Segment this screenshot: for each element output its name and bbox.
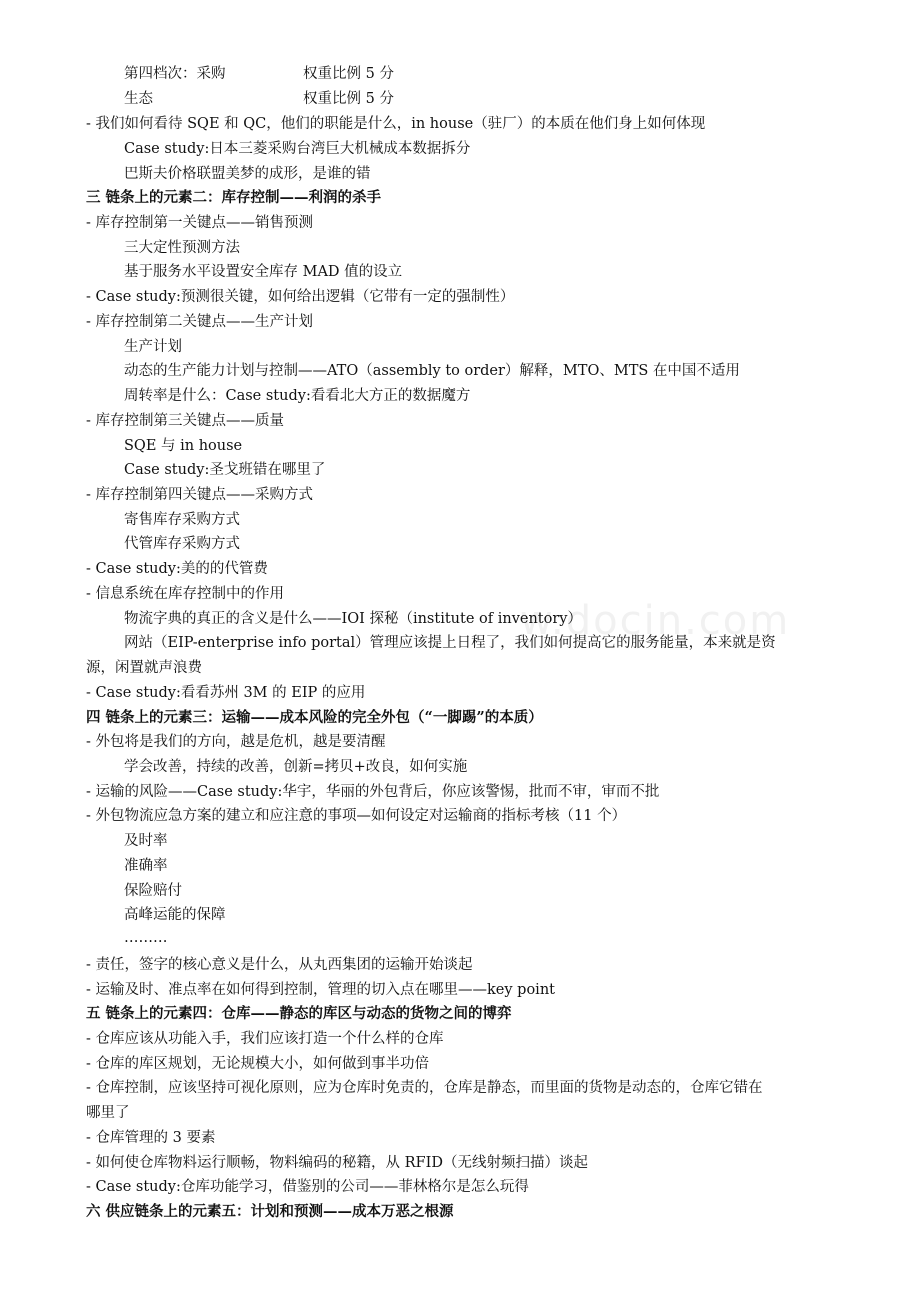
text-line: 动态的生产能力计划与控制——ATO（assembly to order）解释，MTO、MTS 在中国不适用 xyxy=(124,363,740,379)
list-item: - 运输的风险——Case study:华宇，华丽的外包背后，你应该警惕，批而不审，审而不批 xyxy=(86,784,660,800)
text-line: Case study:圣戈班错在哪里了 xyxy=(124,462,326,478)
text-line: SQE 与 in house xyxy=(124,438,243,454)
text-line: ……… xyxy=(124,930,168,946)
text-line: 哪里了 xyxy=(86,1105,130,1121)
text-line: 准确率 xyxy=(124,858,168,874)
text-line: 周转率是什么：Case study:看看北大方正的数据魔方 xyxy=(124,388,471,404)
text-line: 第四档次：采购 xyxy=(124,66,226,82)
list-item: - 仓库的库区规划，无论规模大小，如何做到事半功倍 xyxy=(86,1056,430,1072)
section-heading: 三 链条上的元素二：库存控制——利润的杀手 xyxy=(86,189,382,206)
text-line: 高峰运能的保障 xyxy=(124,907,226,923)
text-line: 保险赔付 xyxy=(124,883,182,899)
list-item: - Case study:仓库功能学习，借鉴别的公司——菲林格尔是怎么玩得 xyxy=(86,1179,529,1195)
list-item: - 仓库应该从功能入手，我们应该打造一个什么样的仓库 xyxy=(86,1031,444,1047)
text-line: Case study:日本三菱采购台湾巨大机械成本数据拆分 xyxy=(124,141,471,157)
text-line: 权重比例 5 分 xyxy=(303,66,394,82)
section-heading: 四 链条上的元素三：运输——成本风险的完全外包（“一脚踢”的本质） xyxy=(86,709,543,726)
text-line: 基于服务水平设置安全库存 MAD 值的设立 xyxy=(124,264,403,280)
list-item: - 仓库控制，应该坚持可视化原则，应为仓库时免责的，仓库是静态，而里面的货物是动态的，仓库它错在 xyxy=(86,1080,763,1096)
text-line: 代管库存采购方式 xyxy=(124,536,240,552)
text-line: 学会改善，持续的改善，创新=拷贝+改良，如何实施 xyxy=(124,759,468,775)
text-line: 网站（EIP-enterprise info portal）管理应该提上日程了，我们如何提高它的服务能量，本来就是资 xyxy=(124,635,776,651)
list-item: - 我们如何看待 SQE 和 QC，他们的职能是什么，in house（驻厂）的本质在他们身上如何体现 xyxy=(86,116,706,132)
list-item: - 如何使仓库物料运行顺畅，物料编码的秘籍，从 RFID（无线射频扫描）谈起 xyxy=(86,1155,588,1171)
text-line: 寄售库存采购方式 xyxy=(124,512,240,528)
list-item: - Case study:看看苏州 3M 的 EIP 的应用 xyxy=(86,685,366,701)
section-heading: 五 链条上的元素四：仓库——静态的库区与动态的货物之间的博弈 xyxy=(86,1005,512,1022)
list-item: - 责任，签字的核心意义是什么，从丸西集团的运输开始谈起 xyxy=(86,957,473,973)
list-item: - 库存控制第一关键点——销售预测 xyxy=(86,215,314,231)
watermark: w.docin.com xyxy=(520,598,791,644)
list-item: - 运输及时、准点率在如何得到控制，管理的切入点在哪里——key point xyxy=(86,982,555,998)
text-line: 源，闲置就声浪费 xyxy=(86,660,202,676)
list-item: - 外包物流应急方案的建立和应注意的事项—如何设定对运输商的指标考核（11 个） xyxy=(86,808,627,824)
text-line: 权重比例 5 分 xyxy=(303,91,394,107)
text-line: 生产计划 xyxy=(124,339,182,355)
list-item: - 外包将是我们的方向，越是危机，越是要清醒 xyxy=(86,734,386,750)
text-line: 物流字典的真正的含义是什么——IOI 探秘（institute of inventory） xyxy=(124,611,582,627)
list-item: - 库存控制第二关键点——生产计划 xyxy=(86,314,314,330)
list-item: - Case study:预测很关键，如何给出逻辑（它带有一定的强制性） xyxy=(86,289,515,305)
list-item: - 仓库管理的 3 要素 xyxy=(86,1130,216,1146)
text-line: 三大定性预测方法 xyxy=(124,240,240,256)
text-line: 巴斯夫价格联盟美梦的成形，是谁的错 xyxy=(124,166,371,182)
section-heading: 六 供应链条上的元素五：计划和预测——成本万恶之根源 xyxy=(86,1203,454,1220)
text-line: 生态 xyxy=(124,91,153,107)
list-item: - 信息系统在库存控制中的作用 xyxy=(86,586,285,602)
list-item: - 库存控制第三关键点——质量 xyxy=(86,413,285,429)
text-line: 及时率 xyxy=(124,833,168,849)
list-item: - Case study:美的的代管费 xyxy=(86,561,268,577)
list-item: - 库存控制第四关键点——采购方式 xyxy=(86,487,314,503)
